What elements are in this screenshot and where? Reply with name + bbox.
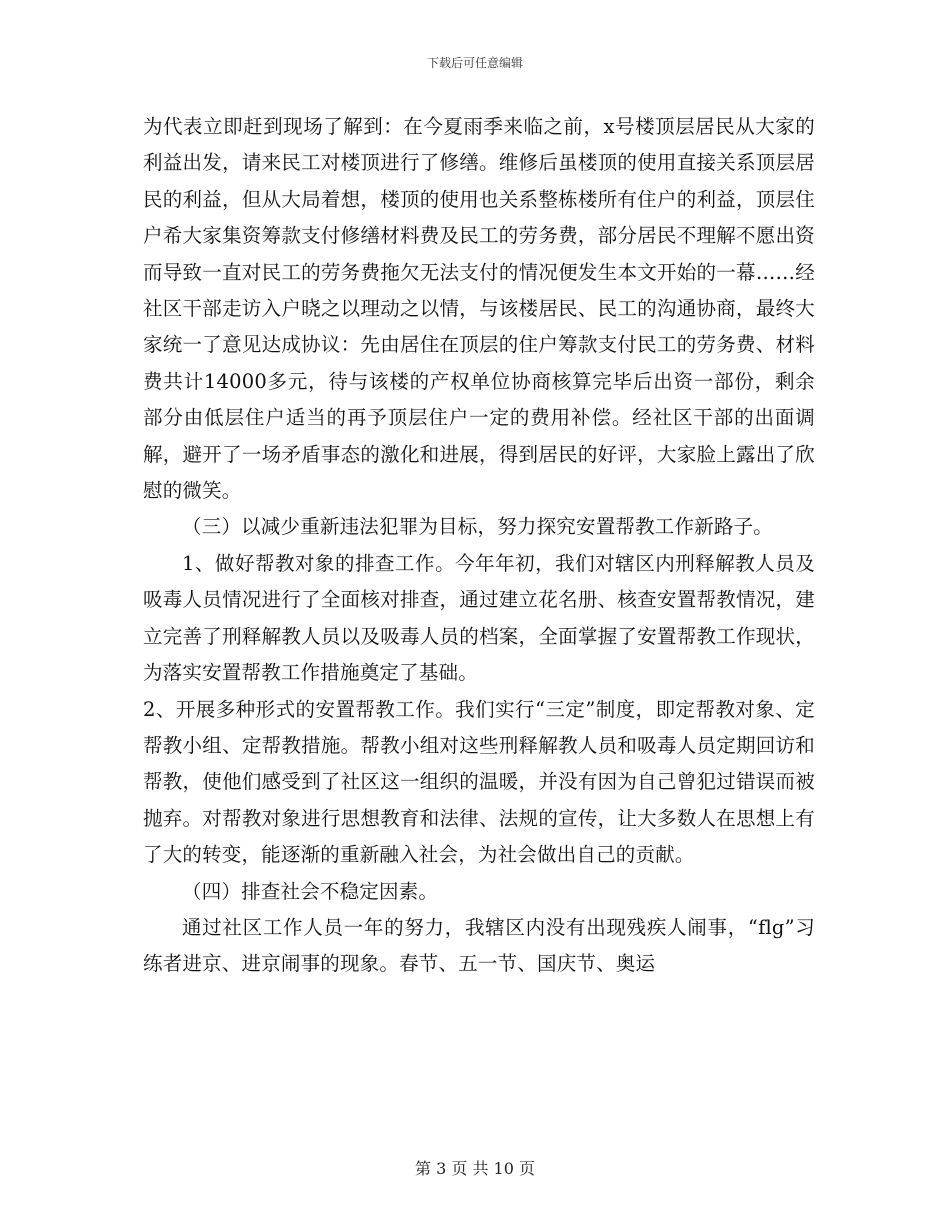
paragraph-item-one: 1、做好帮教对象的排查工作。今年年初，我们对辖区内刑释解教人员及吸毒人员情况进行了全面核对排查，通过建立花名册、核查安置帮教情况，建立完善了刑释解教人员以及吸毒人员的档案，全面掌握了安置帮教工作现状，为落实安置帮教工作措施奠定了基础。 xyxy=(143,551,815,685)
page-number-footer: 第 3 页 共 10 页 xyxy=(415,1159,535,1178)
paragraph-item-two: 2、开展多种形式的安置帮教工作。我们实行“三定”制度，即定帮教对象、定帮教小组、定帮教措施。帮教小组对这些刑释解教人员和吸毒人员定期回访和帮教，使他们感受到了社区这一组织的温暖，并没有因为自己曾犯过错误而被抛弃。对帮教对象进行思想教育和法律、法规的宣传，让大多数人在思想上有了大的转变，能逐渐的重新融入社会，为社会做出自己的贡献。 xyxy=(143,697,815,867)
paragraph-section-four-heading: （四）排查社会不稳定因素。 xyxy=(182,879,439,903)
paragraph-closing: 通过社区工作人员一年的努力，我辖区内没有出现残疾人闹事，“flg”习练者进京、进京闹事的现象。春节、五一节、国庆节、奥运 xyxy=(143,915,815,976)
paragraph-mediation-story: 为代表立即赶到现场了解到：在今夏雨季来临之前，x号楼顶层居民从大家的利益出发，请来民工对楼顶进行了修缮。维修后虽楼顶的使用直接关系顶层居民的利益，但从大局着想，楼顶的使用也关系整栋楼所有住户的利益，顶层住户希大家集资筹款支付修缮材料费及民工的劳务费，部分居民不理解不愿出资而导致一直对民工的劳务费拖欠无法支付的情况便发生本文开始的一幕……经社区干部走访入户晓之以理动之以情，与该楼居民、民工的沟通协商，最终大家统一了意见达成协议：先由居住在顶层的住户筹款支付民工的劳务费、材料费共计14000多元，待与该楼的产权单位协商核算完毕后出资一部份，剩余部分由低层住户适当的再予顶层住户一定的费用补偿。经社区干部的出面调解，避开了一场矛盾事态的激化和进展，得到居民的好评，大家脸上露出了欣慰的微笑。 xyxy=(143,115,815,503)
page-header: 下载后可任意编辑 xyxy=(426,56,523,70)
paragraph-section-three-heading: （三）以减少重新违法犯罪为目标，努力探究安置帮教工作新路子。 xyxy=(182,515,774,539)
document-body xyxy=(143,109,815,983)
